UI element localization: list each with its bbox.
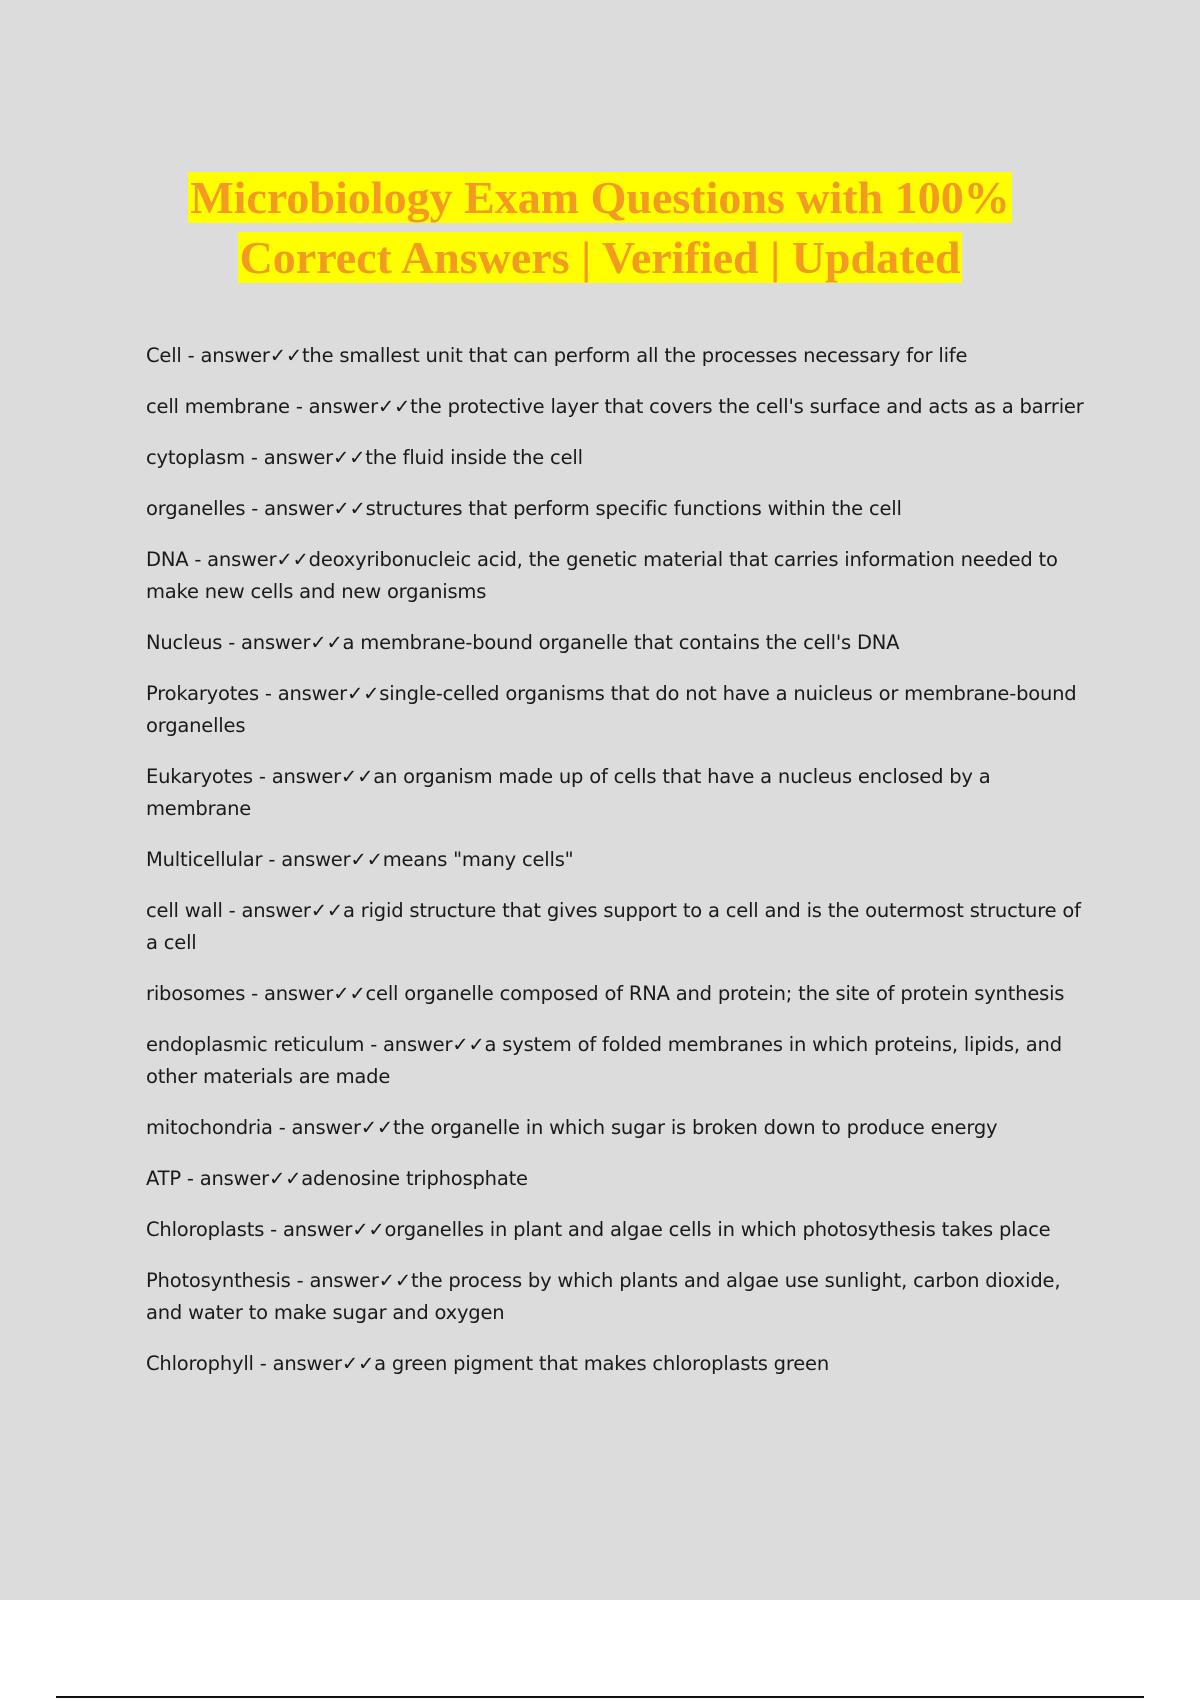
qa-entry-mitochondria: mitochondria - answer✓✓the organelle in which sugar is broken down to produce energy xyxy=(146,1116,998,1139)
title-line-1: Microbiology Exam Questions with 100% xyxy=(190,172,1010,223)
qa-entry-ribosomes: ribosomes - answer✓✓cell organelle composed of RNA and protein; the site of protein synthesis xyxy=(146,982,1065,1005)
qa-entry-dna: DNA - answer✓✓deoxyribonucleic acid, the genetic material that carries information needed to make new cells and new organisms xyxy=(146,548,1058,603)
qa-entry-cell-membrane: cell membrane - answer✓✓the protective layer that covers the cell's surface and acts as a barrier xyxy=(146,395,1084,418)
title-line-2: Correct Answers | Verified | Updated xyxy=(239,232,961,283)
qa-entry-multicellular: Multicellular - answer✓✓means "many cells" xyxy=(146,848,574,871)
qa-entry-prokaryotes: Prokaryotes - answer✓✓single-celled organisms that do not have a nuicleus or membrane-bound organelles xyxy=(146,682,1077,737)
qa-entry-organelles: organelles - answer✓✓structures that perform specific functions within the cell xyxy=(146,497,902,520)
qa-entry-atp: ATP - answer✓✓adenosine triphosphate xyxy=(146,1167,528,1190)
bottom-divider xyxy=(56,1696,1144,1698)
qa-entry-nucleus: Nucleus - answer✓✓a membrane-bound organelle that contains the cell's DNA xyxy=(146,631,900,654)
qa-list xyxy=(146,340,1096,1399)
qa-entry-cell: Cell - answer✓✓the smallest unit that can perform all the processes necessary for life xyxy=(146,344,968,367)
qa-entry-photosynthesis: Photosynthesis - answer✓✓the process by which plants and algae use sunlight, carbon dioxide, and water to make sugar and oxygen xyxy=(146,1269,1061,1324)
qa-entry-eukaryotes: Eukaryotes - answer✓✓an organism made up of cells that have a nucleus enclosed by a membrane xyxy=(146,765,991,820)
qa-entry-chlorophyll: Chlorophyll - answer✓✓a green pigment that makes chloroplasts green xyxy=(146,1352,830,1375)
qa-entry-chloroplasts: Chloroplasts - answer✓✓organelles in plant and algae cells in which photosythesis takes place xyxy=(146,1218,1051,1241)
qa-entry-cytoplasm: cytoplasm - answer✓✓the fluid inside the cell xyxy=(146,446,583,469)
document-title xyxy=(0,168,1200,288)
qa-entry-endoplasmic-reticulum: endoplasmic reticulum - answer✓✓a system of folded membranes in which proteins, lipids, and other materials are made xyxy=(146,1033,1062,1088)
qa-entry-cell-wall: cell wall - answer✓✓a rigid structure that gives support to a cell and is the outermost structure of a cell xyxy=(146,899,1081,954)
